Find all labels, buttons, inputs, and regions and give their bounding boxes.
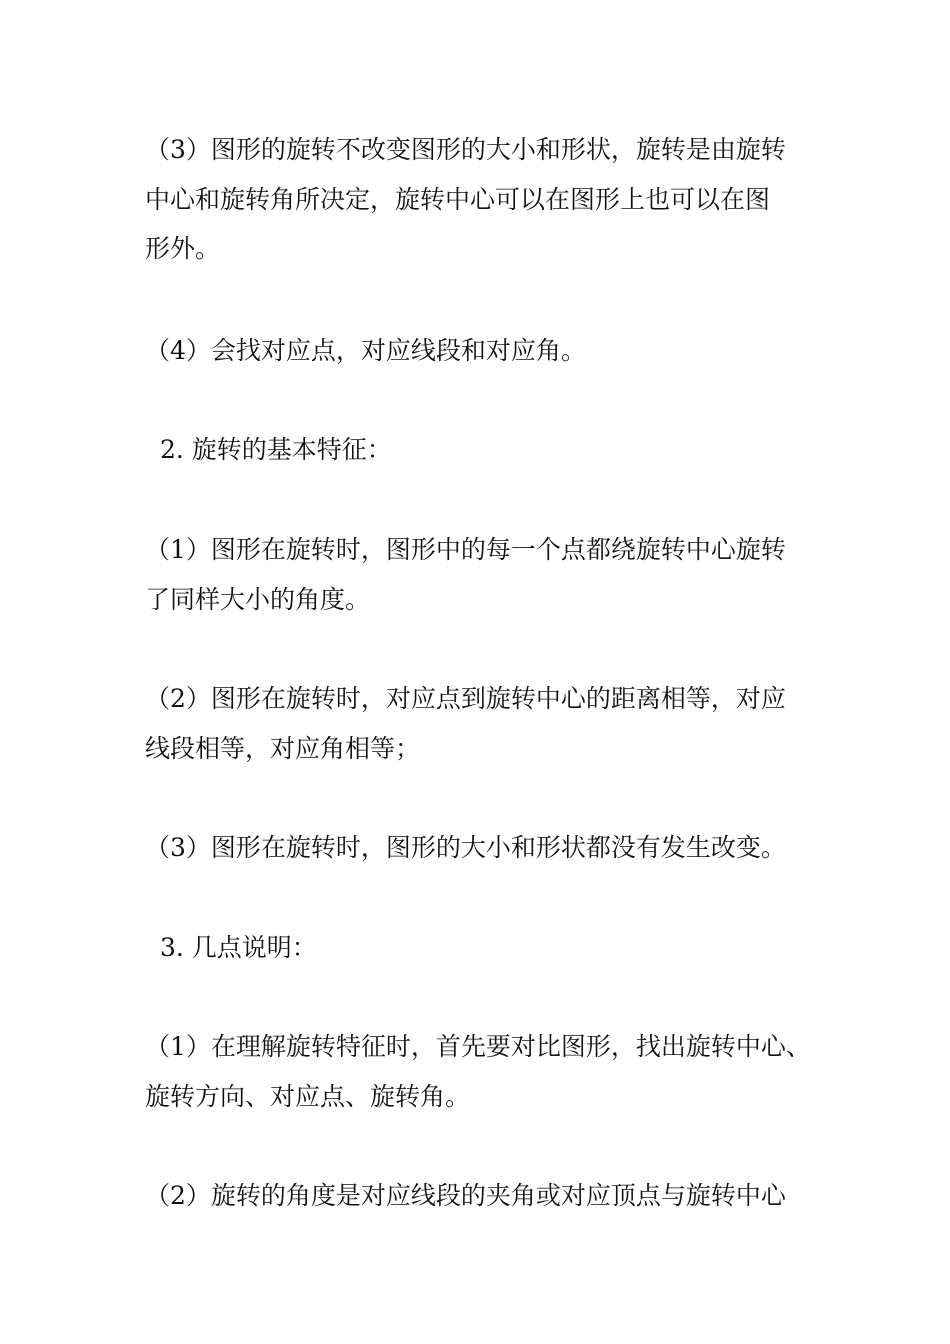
paragraph-line: （3）图形的旋转不改变图形的大小和形状，旋转是由旋转 bbox=[145, 135, 786, 164]
paragraph-line: 中心和旋转角所决定，旋转中心可以在图形上也可以在图 bbox=[145, 185, 771, 214]
paragraph-line: （2）图形在旋转时，对应点到旋转中心的距离相等，对应 bbox=[145, 684, 786, 713]
paragraph-line: （1）图形在旋转时，图形中的每一个点都绕旋转中心旋转 bbox=[145, 535, 786, 564]
paragraph-line: （3）图形在旋转时，图形的大小和形状都没有发生改变。 bbox=[145, 833, 786, 862]
paragraph-line: 线段相等，对应角相等； bbox=[145, 734, 421, 763]
paragraph-line: 旋转方向、对应点、旋转角。 bbox=[145, 1082, 471, 1111]
section-heading: 2. 旋转的基本特征： bbox=[160, 435, 392, 464]
paragraph-line: （4）会找对应点，对应线段和对应角。 bbox=[145, 336, 586, 365]
paragraph-line: （1）在理解旋转特征时，首先要对比图形，找出旋转中心、 bbox=[145, 1032, 811, 1061]
paragraph-line: （2）旋转的角度是对应线段的夹角或对应顶点与旋转中心 bbox=[145, 1181, 786, 1210]
paragraph-line: 形外。 bbox=[145, 234, 221, 263]
section-heading: 3. 几点说明： bbox=[160, 933, 317, 962]
paragraph-line: 了同样大小的角度。 bbox=[145, 585, 371, 614]
